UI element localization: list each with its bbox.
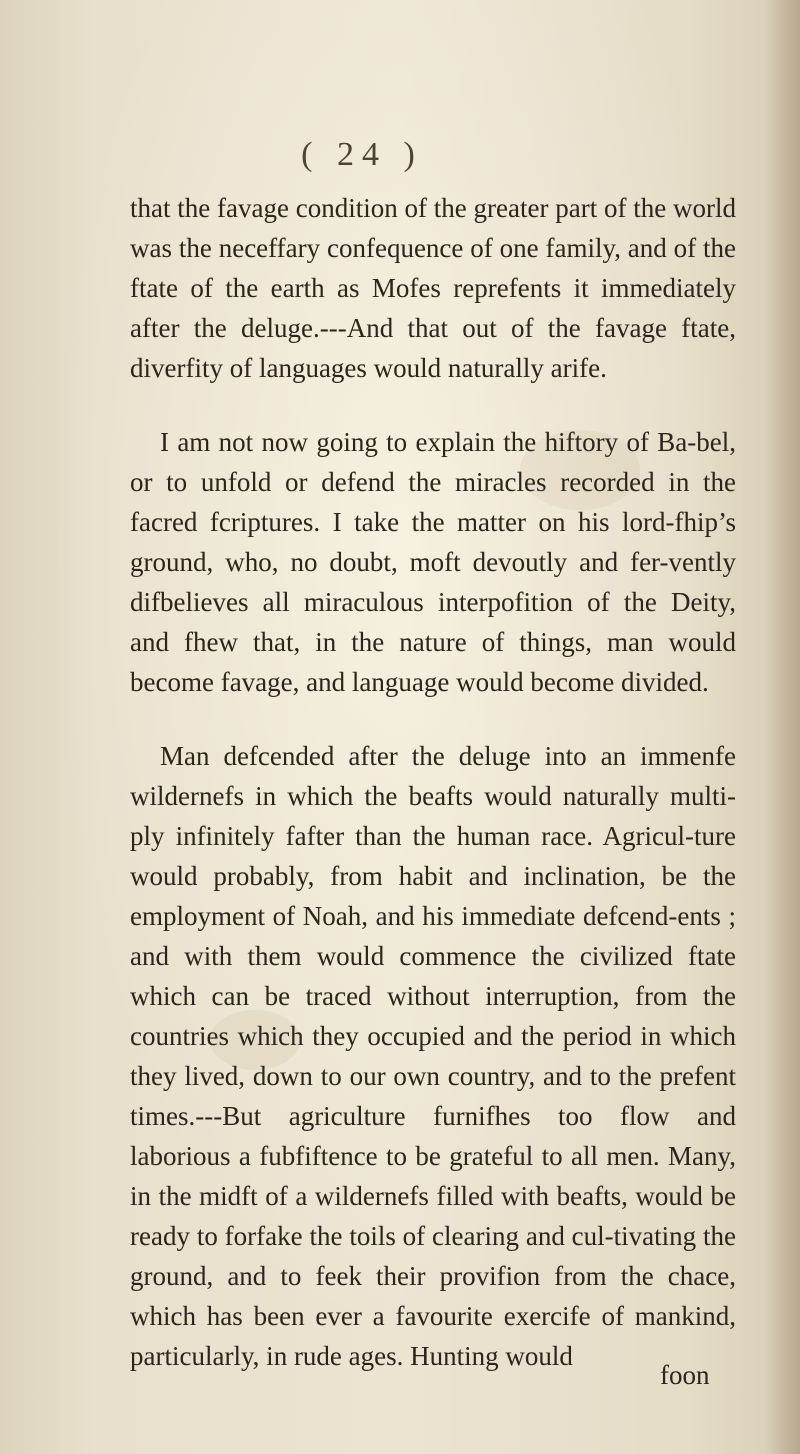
page-edge-shadow [764, 0, 800, 1454]
page-number: ( 24 ) [301, 136, 423, 173]
paragraph-1: that the favage condition of the greater part of the world was the neceffary confequence of one family, and of the ftate of the earth as Mofes reprefents it immediately after the deluge.---And that out of the favage ftate, diverfity of languages would naturally arife. [130, 193, 736, 383]
catchword: foon [660, 1360, 710, 1390]
paragraph-3: Man defcended after the deluge into an immenfe wildernefs in which the beafts would naturally multi-ply infinitely fafter than the human race. Agricul-ture would probably, from habit and inclination, be the employment of Noah, and his immediate defcend-ents ; and with them would commence the civilized ftate which can be traced without interruption, from the countries which they occupied and the period in which they lived, down to our own country, and to the prefent times.---But agriculture furnifhes too flow and laborious a fubfiftence to be grateful to all men. Many, in the midft of a wildernefs filled with beafts, would be ready to forfake the toils of clearing and cul-tivating the ground, and to feek their provifion from the chace, which has been ever a favourite exercife of mankind, particularly, in rude ages. Hunting would [130, 741, 736, 1371]
paragraph-2: I am not now going to explain the hiftory of Ba-bel, or to unfold or defend the miracles recorded in the facred fcriptures. I take the matter on his lord-fhip’s ground, who, no doubt, moft devoutly and fer-vently difbelieves all miraculous interpofition of the Deity, and fhew that, in the nature of things, man would become favage, and language would become divided. [130, 427, 736, 697]
body-text [130, 188, 736, 1376]
